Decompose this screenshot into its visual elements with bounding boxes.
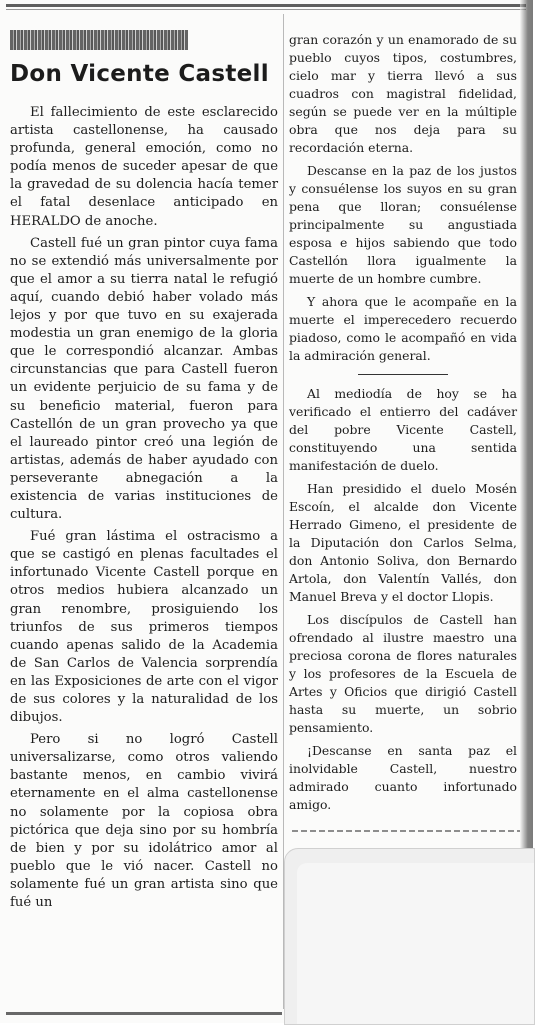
section-divider [358,374,448,375]
section-kicker-ornament [10,30,188,50]
torn-right-edge [520,0,533,880]
body-paragraph: Castell fué un gran pintor cuya fama no se extendió más universalmente por que el amor a su tierra natal le refugió aquí, cuando debió haber volado más lejos y por que tuvo en su exajerada modestia un gran enemigo de la gloria que le correspondió alcanzar. Ambas circunstancias que para Castell fueron un evidente perjuicio de su fama y de su beneficio material, fueron para Castellón de un gran provecho ya que el laureado pintor creó una legión de artistas, además de haber ayudado con perseverante abnegación a la existencia de varias instituciones de cultura. [10,235,278,523]
body-paragraph: Al mediodía de hoy se ha verificado el entierro del cadáver del pobre Vicente Castell, constituyendo una sentida manifestación de duelo. [289,386,517,473]
right-column [289,31,517,812]
body-paragraph: Pero si no logró Castell universalizarse, como otros valiendo bastante menos, en cambio vivirá eternamente en el alma castellonense no solamente por la copiosa obra pictórica que deja sino por su hombría de bien y por su idolátrico amor al pueblo que le vió nacer. Castell no solamente fué un gran artista sino que fué un [10,732,278,911]
body-paragraph: Han presidido el duelo Mosén Escoín, el alcalde don Vicente Herrado Gimeno, el presidente de la Diputación don Carlos Selma, don Antonio Soliva, don Bernardo Artola, don Valentín Vallés, don Manuel Breva y el doctor Llopis. [289,481,517,604]
blank-overlay-panel [284,848,535,1025]
body-paragraph: Los discípulos de Castell han ofrendado al ilustre maestro una preciosa corona de flores naturales y los profesores de la Escuela de Artes y Oficios que dirigió Castell hasta su muerte, un sobrio pensamiento. [289,612,517,735]
body-paragraph: gran corazón y un enamorado de su pueblo cuyos tipos, costumbres, cielo mar y tierra llevó a sus cuadros con magistral fidelidad, según se puede ver en la múltiple obra que nos deja para su recordación eterna. [289,32,517,155]
body-paragraph: Fué gran lástima el ostracismo a que se castigó en plenas facultades el infortunado Vicente Castell porque en otros medios hubiera alcanzado un gran renombre, prosiguiendo los triunfos de sus primeros tiempos cuando apenas salido de la Academia de San Carlos de Valencia sorprendía en las Exposiciones de arte con el vigor de sus colores y la naturalidad de los dibujos. [10,529,278,726]
blank-overlay-inner [297,863,534,1024]
body-paragraph: El fallecimiento de este esclarecido artista castellonense, ha causado profunda, general emoción, como no podía menos de suceder apesar de que la gravedad de su dolencia hacía temer el fatal desenlace anticipado en HERALDO de anoche. [10,105,278,229]
body-paragraph: ¡Descanse en santa paz el inolvidable Castell, nuestro admirado cuanto infortunado amigo. [289,743,517,812]
left-column [10,104,278,1002]
bottom-rule [6,1012,282,1015]
top-rule-thin [6,9,526,10]
article-headline: Don Vicente Castell [10,61,269,87]
body-paragraph: Y ahora que le acompañe en la muerte el imperecedero recuerdo piadoso, como le acompañó en vida la admiración general. [289,294,517,363]
end-rule [292,830,520,832]
body-paragraph: Descanse en la paz de los justos y consuélense los suyos en su gran pena que lloran; consuélense principalmente su angustiada esposa e hijos sabiendo que todo Castellón llora igualmente la muerte de un hombre cumbre. [289,163,517,286]
top-rule [6,4,526,7]
